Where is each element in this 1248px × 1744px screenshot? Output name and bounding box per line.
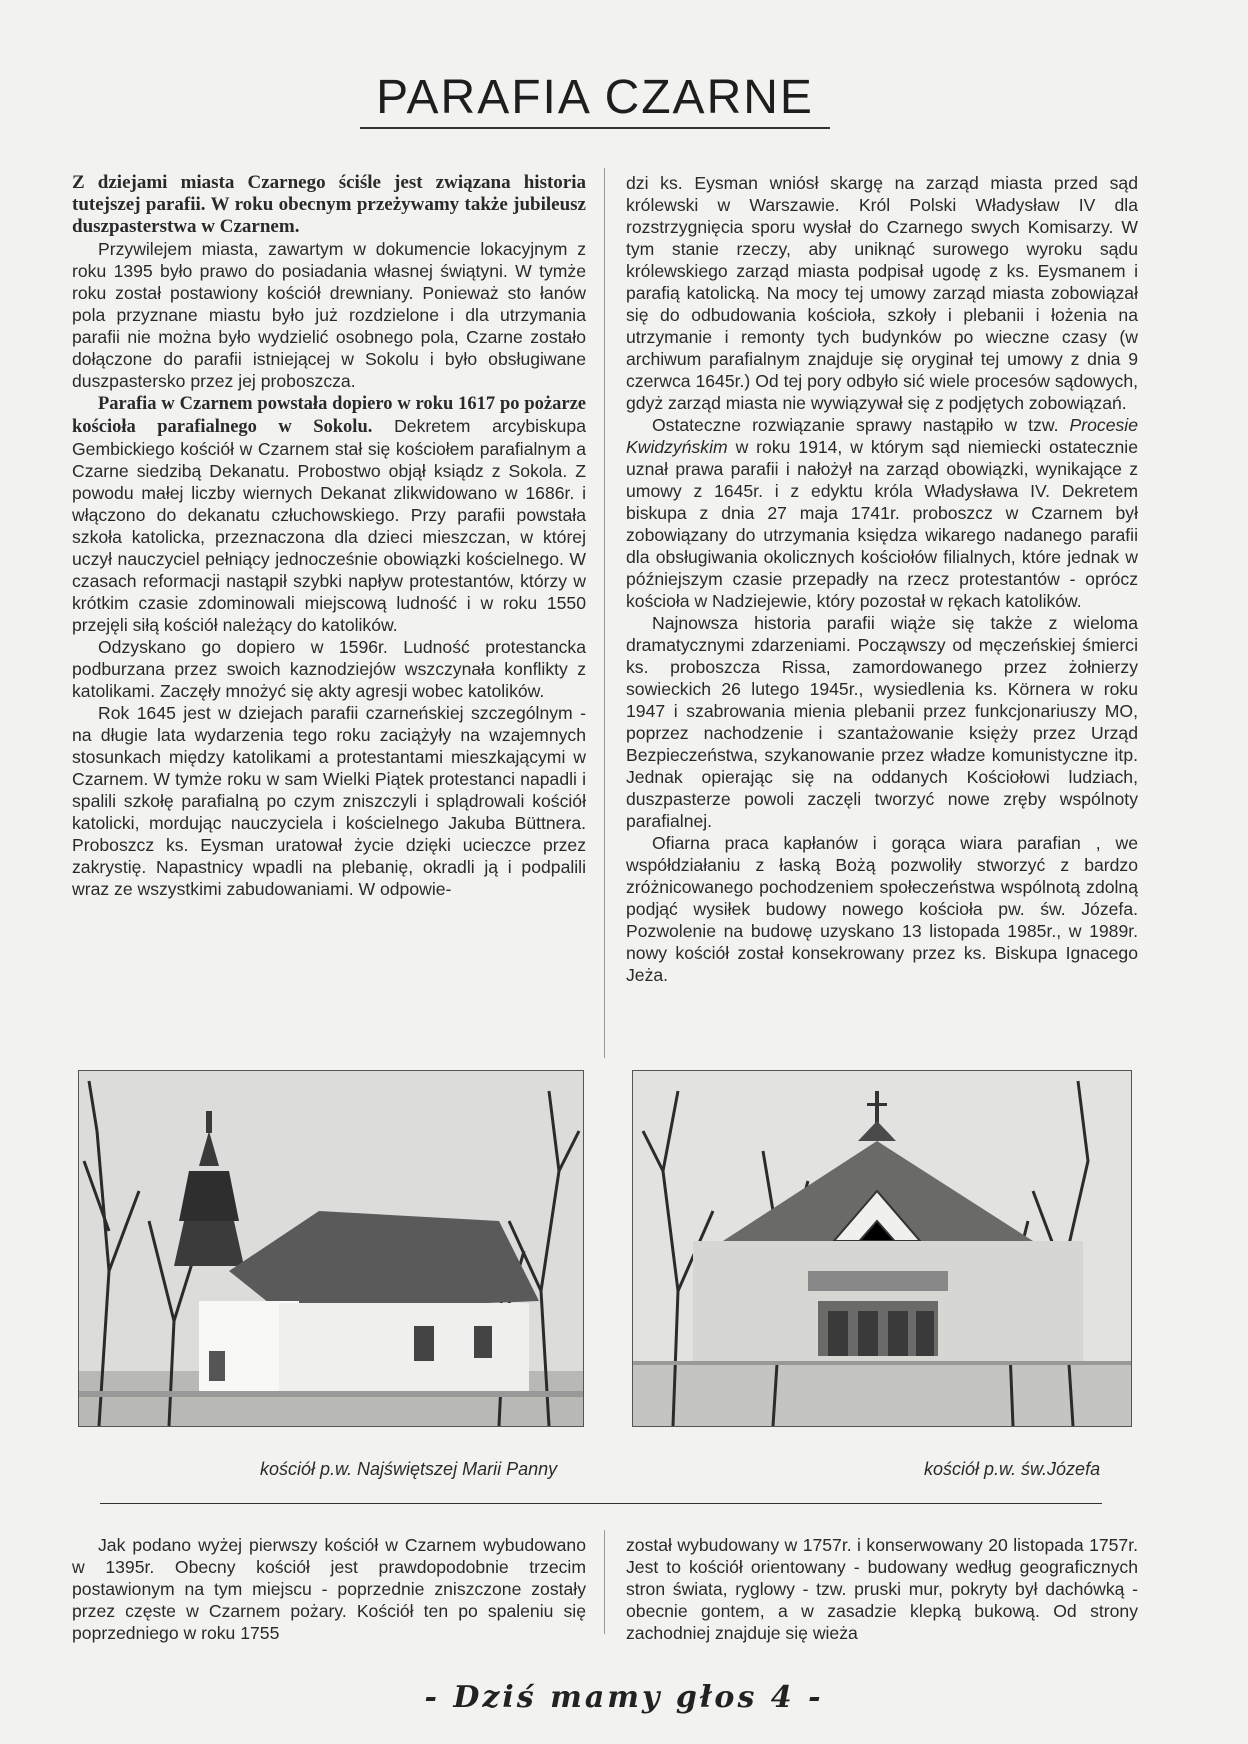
section-divider (100, 1503, 1102, 1504)
paragraph: Najnowsza historia parafii wiąże się także z wieloma dramatycznymi zdarzeniami. Począwszy od męczeńskiej śmierci ks. proboszcza Rissa, zamordowanego przez żołnierzy sowieckich 26 lutego 1945r., wysiedlenia ks. Körnera w roku 1947 i szabrowania mienia plebanii przez funkcjonariuszy MO, poprzez nachodzenie i szantażowanie księży przez Urząd Bezpieczeństwa, szykanowanie przez władze komunistyczne itp. Jednak opierając się na oddanych Kościołowi ludziach, duszpasterze powoli zaczęli tworzyć nowe zręby wspólnoty parafialnej. (626, 613, 1138, 831)
page-title: PARAFIA CZARNE (376, 71, 814, 124)
paragraph: Przywilejem miasta, zawartym w dokumencie lokacyjnym z roku 1395 było prawo do posiadania własnej świątyni. W tymże roku został postawiony kościół drewniany. Ponieważ sto łanów pola przyznane miastu było już rozdzielone i dla utrzymania parafii nie można było wydzielić osobnego pola, Czarne zostało dołączone do parafii istniejącej w Sokolu i było obsługiwane duszpastersko przez jej proboszcza. (72, 239, 586, 391)
paragraph: został wybudowany w 1757r. i konserwowany 20 listopada 1757r. Jest to kościół orientowany - budowany według geograficznych stron świata, ryglowy - tzw. pruski mur, pokryty był dachówką - obecnie gontem, a w zasadzie klepką bukową. Od strony zachodniej znajduje się wieża (626, 1535, 1138, 1643)
title-underline (360, 127, 830, 129)
bottom-column-right (626, 1534, 1138, 1644)
paragraph (72, 392, 586, 636)
column-divider (604, 168, 605, 1058)
lead-paragraph: Z dziejami miasta Czarnego ściśle jest związana historia tutejszej parafii. W roku obecnym przeżywamy także jubileusz duszpasterstwa w Czarnem. (72, 172, 586, 237)
column-divider (604, 1530, 605, 1634)
photo-new-church (632, 1070, 1132, 1427)
paragraph: Jak podano wyżej pierwszy kościół w Czarnem wybudowano w 1395r. Obecny kościół jest prawdopodobnie trzecim postawionym na tym miejscu - poprzednie zniszczone zostały przez częste w Czarnem pożary. Kościół ten po spaleniu się poprzedniego w roku 1755 (72, 1535, 586, 1643)
article-column-right (626, 172, 1138, 986)
new-church-illustration (633, 1071, 1131, 1426)
old-church-illustration (79, 1071, 583, 1426)
paragraph (626, 414, 1138, 612)
page-footer: - Dziś mamy głos 4 - (424, 1680, 824, 1715)
paragraph-text: Dekretem arcybiskupa Gembickiego kościół w Czarnem stał się kościołem parafialnym a Czarne siedzibą Dekanatu. Probostwo objął ksiądz z Sokola. Z powodu małej liczby wiernych Dekanat zlikwidowano w 1686r. i włączono do dekanatu człuchowskiego. Przy parafii powstała szkoła katolicka, przeznaczona dla dzieci mieszczan, w której uczył nauczyciel pełniący jednocześnie obowiązki kościelnego. W czasach reformacji nastąpił szybki napływ protestantów, którzy w krótkim czasie zdominowali miejscową ludność i w roku 1550 przejęli siłą kościół należący do katolików. (72, 416, 586, 635)
paragraph: Rok 1645 jest w dziejach parafii czarneńskiej szczególnym - na długie lata wydarzenia tego roku zaciążyły na wzajemnych stosunkach między katolikami a protestantami mieszkającymi w Czarnem. W tymże roku w sam Wielki Piątek protestanci napadli i spalili szkołę parafialną po czym zniszczyli i splądrowali kościół katolicki, mordując nauczyciela i kościelnego Jakuba Büttnera. Proboszcz ks. Eysman uratował życie dzięki ucieczce przez zakrystię. Napastnicy wpadli na plebanię, okradli ją i podpalili wraz ze wszystkimi zabudowaniami. W odpowie- (72, 703, 586, 899)
photo-caption-right: kościół p.w. św.Józefa (924, 1459, 1101, 1479)
paragraph: dzi ks. Eysman wniósł skargę na zarząd miasta przed sąd królewski w Warszawie. Król Polski Władysław IV dla rozstrzygnięcia sporu wysłał do Czarnego swych Komisarzy. W tym stanie rzeczy, aby uniknąć surowego wyroku sądu królewskiego zarząd miasta podpisał ugodę z ks. Eysmanem i parafią katolicką. Na mocy tej umowy zarząd miasta zobowiązał się do odbudowania kościoła, szkoły i plebanii i łożenia na utrzymanie i remonty tych budynków po wieczne czasy (w archiwum parafialnym znajduje się oryginał tej umowy z dnia 9 czerwca 1645r.) Od tej pory odbyło sić wiele procesów sądowych, gdyż zarząd miasta nie wywiązywał się z podjętych zobowiązań. (626, 173, 1138, 413)
article-column-left (72, 172, 586, 900)
paragraph: Odzyskano go dopiero w 1596r. Ludność protestancka podburzana przez swoich kaznodziejów wszczynała konflikty z katolikami. Zaczęły mnożyć się akty agresji wobec katolików. (72, 637, 586, 701)
paragraph-text: w roku 1914, w którym sąd niemiecki ostatecznie uznał prawa parafii i nałożył na zarząd obowiązki, wynikające z umowy z 1645r. i z edyktu króla Władysława IV. Dekretem biskupa z dnia 27 maja 1741r. proboszcz w Czarnem był zobowiązany do utrzymania księdza wikarego nadanego parafii dla obsługiwania okolicznych kościołów filialnych, które jednak w późniejszym czasie przepadły na rzecz protestantów - oprócz kościoła w Nadziejewie, który pozostał w rękach katolików. (626, 437, 1138, 611)
bold-sentence: Parafia w Czarnem powstała dopiero w roku 1617 po pożarze kościoła parafialnego w Sokolu. (72, 394, 586, 437)
bottom-column-left (72, 1534, 586, 1644)
paragraph: Ofiarna praca kapłanów i gorąca wiara parafian , we współdziałaniu z łaską Bożą pozwoliły stworzyć z bardzo zróżnicowanego pochodzeniem społeczeństwa wspólnotą zdolną podjąć wysiłek budowy nowego kościoła pw. św. Józefa. Pozwolenie na budowę uzyskano 13 listopada 1985r., w 1989r. nowy kościół został konsekrowany przez ks. Biskupa Ignacego Jeża. (626, 833, 1138, 985)
photo-caption-left: kościół p.w. Najświętszej Marii Panny (260, 1459, 558, 1479)
paragraph-text: Ostateczne rozwiązanie sprawy nastąpiło w tzw. (652, 415, 1070, 435)
photo-old-church (78, 1070, 584, 1427)
italic-term: Procesie Kwidzyńskim (626, 415, 1138, 457)
